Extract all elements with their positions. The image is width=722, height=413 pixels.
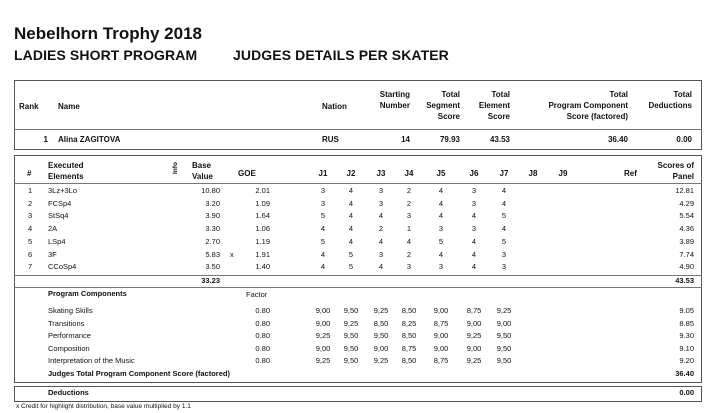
element-judge-score: 3 [438,224,444,234]
judge-header-4: J4 [404,169,414,178]
ref-header: Ref [624,169,637,178]
judge-header-2: J2 [346,169,356,178]
component-judge-score: 9,00 [373,343,389,353]
judge-header-6: J6 [469,169,479,178]
component-judge-score: 8,25 [401,318,417,328]
element-judge-score: 3 [320,186,326,195]
component-name: Performance [48,331,91,341]
element-total-divider [14,275,702,276]
element-judge-score: 3 [320,198,326,208]
component-judge-score: 9,00 [433,331,449,341]
element-judge-score: 4 [501,224,507,234]
element-judge-score: 2 [406,249,412,259]
deductions-header: Total Deductions [648,90,692,110]
judge-header-8: J8 [528,169,538,178]
element-x-mark: x [230,249,234,259]
element-judge-score: 3 [378,198,384,208]
component-judge-score: 9,25 [315,356,331,366]
deductions-label: Deductions [48,388,89,397]
element-name: 3Lz+3Lo [48,186,77,195]
name-header: Name [58,102,80,111]
element-name: LSp4 [48,236,66,246]
deductions-value: 0.00 [679,388,694,397]
component-judge-score: 8,50 [401,356,417,366]
element-panel-score: 4.29 [679,198,694,208]
judge-header-9: J9 [558,169,568,178]
element-num: 7 [28,262,33,272]
executed-elements-header: Executed Elements [48,161,84,181]
component-factor: 0.80 [255,331,270,341]
element-num: 2 [28,198,33,208]
element-goe: 2.01 [255,186,270,195]
judge-header-5: J5 [436,169,446,178]
element-score-header: Total Element Score [478,90,510,121]
element-panel-score: 5.54 [679,211,694,221]
component-judge-score: 8,75 [401,343,417,353]
element-judge-score: 4 [348,224,354,234]
element-goe: 1.09 [255,198,270,208]
pcs-score-header: Total Program Component Score (factored) [548,90,628,121]
component-judge-score: 9,50 [343,306,359,315]
event-title: Nebelhorn Trophy 2018 [14,24,202,43]
component-judge-score: 9,00 [315,318,331,328]
element-num: 3 [28,211,33,221]
skater-pcs-score: 36.40 [607,135,628,144]
element-judge-score: 3 [378,249,384,259]
component-judge-score: 9,25 [315,331,331,341]
component-judge-score: 9,50 [373,331,389,341]
element-judge-score: 3 [471,186,477,195]
element-name: CCoSp4 [48,262,77,272]
element-judge-score: 4 [501,186,507,195]
element-judge-score: 2 [406,198,412,208]
component-judge-score: 9,50 [343,356,359,366]
component-judge-score: 9,00 [466,343,482,353]
deductions-box [14,386,702,402]
component-factor: 0.80 [255,306,270,315]
component-factor: 0.80 [255,356,270,366]
component-panel-score: 9.30 [679,331,694,341]
element-judge-score: 4 [378,262,384,272]
element-goe: 1.06 [255,224,270,234]
components-divider [14,287,702,288]
component-judge-score: 9,25 [373,356,389,366]
element-panel-score: 3.89 [679,236,694,246]
component-judge-score: 8,75 [466,306,482,315]
component-factor: 0.80 [255,318,270,328]
component-judge-score: 9,00 [433,343,449,353]
element-goe: 1.19 [255,236,270,246]
element-base-value: 3.20 [205,198,220,208]
element-judge-score: 3 [501,262,507,272]
element-goe: 1.40 [255,262,270,272]
num-header: # [27,169,32,178]
component-judge-score: 9,00 [466,318,482,328]
element-judge-score: 4 [320,262,326,272]
element-judge-score: 3 [378,186,384,195]
element-base-value: 5.83 [205,249,220,259]
element-judge-score: 4 [378,211,384,221]
element-judge-score: 2 [406,186,412,195]
element-judge-score: 4 [348,186,354,195]
element-base-value: 3.90 [205,211,220,221]
element-panel-score: 7.74 [679,249,694,259]
element-judge-score: 4 [378,236,384,246]
pcs-total-value: 36.40 [675,369,694,378]
element-num: 1 [28,186,33,195]
element-num: 4 [28,224,33,234]
element-judge-score: 5 [348,262,354,272]
element-name: 2A [48,224,58,234]
judge-header-7: J7 [499,169,509,178]
base-value-header: Base Value [192,161,213,181]
component-judge-score: 9,50 [343,343,359,353]
component-panel-score: 9.10 [679,343,694,353]
factor-header: Factor [246,290,268,299]
segment-score-header: Total Segment Score [426,90,460,121]
component-name: Composition [48,343,90,353]
component-judge-score: 9,00 [315,343,331,353]
element-judge-score: 3 [471,198,477,208]
element-name: 3F [48,249,57,259]
component-name: Transitions [48,318,85,328]
info-header: Info [172,162,179,174]
element-judge-score: 4 [471,236,477,246]
component-panel-score: 8.85 [679,318,694,328]
element-judge-score: 4 [438,211,444,221]
element-judge-score: 4 [320,224,326,234]
element-name: FCSp4 [48,198,72,208]
component-judge-score: 9,50 [496,331,512,341]
component-judge-score: 9,25 [343,318,359,328]
element-judge-score: 5 [438,236,444,246]
element-base-value: 2.70 [205,236,220,246]
element-base-value: 3.30 [205,224,220,234]
element-judge-score: 3 [406,211,412,221]
element-header-divider [14,183,702,184]
panel-score-header: Scores of Panel [657,161,694,181]
element-judge-score: 3 [501,249,507,259]
component-name: Interpretation of the Music [48,356,135,366]
component-panel-score: 9.05 [679,306,694,315]
element-num: 6 [28,249,33,259]
component-judge-score: 9,50 [496,356,512,366]
element-judge-score: 3 [471,224,477,234]
skater-deductions: 0.00 [676,135,692,144]
element-judge-score: 5 [320,211,326,221]
component-judge-score: 8,50 [401,331,417,341]
skater-starting-number: 14 [401,135,410,144]
element-base-value: 10.80 [201,186,220,195]
component-judge-score: 9,50 [343,331,359,341]
nation-header: Nation [322,102,347,111]
element-goe: 1.91 [255,249,270,259]
component-panel-score: 9.20 [679,356,694,366]
element-judge-score: 5 [348,249,354,259]
skater-element-score: 43.53 [489,135,510,144]
element-panel-score: 12.81 [675,186,694,195]
pcs-total-label: Judges Total Program Component Score (factored) [48,369,230,378]
element-judge-score: 3 [406,262,412,272]
element-judge-score: 1 [406,224,412,234]
component-judge-score: 9,00 [433,306,449,315]
skater-rank: 1 [43,135,48,144]
element-judge-score: 4 [471,249,477,259]
footnote: x Credit for highlight distribution, base value multiplied by 1.1 [16,403,191,410]
element-panel-score: 4.90 [679,262,694,272]
rank-header: Rank [19,102,39,111]
skater-segment-score: 79.93 [439,135,460,144]
segment-title: LADIES SHORT PROGRAM [14,47,198,63]
component-judge-score: 8,75 [433,318,449,328]
element-judge-score: 3 [438,262,444,272]
element-judge-score: 4 [320,249,326,259]
element-judge-score: 5 [320,236,326,246]
component-judge-score: 8,50 [401,306,417,315]
element-panel-score: 4.36 [679,224,694,234]
component-judge-score: 9,00 [315,306,331,315]
judge-header-3: J3 [376,169,386,178]
element-judge-score: 4 [471,211,477,221]
starting-number-header: Starting Number [379,90,410,110]
component-judge-score: 8,50 [373,318,389,328]
element-judge-score: 4 [438,249,444,259]
summary-divider [14,129,702,130]
component-factor: 0.80 [255,343,270,353]
element-judge-score: 4 [348,236,354,246]
element-judge-score: 4 [438,186,444,195]
element-base-value: 3.50 [205,262,220,272]
element-goe: 1.64 [255,211,270,221]
element-num: 5 [28,236,33,246]
goe-header: GOE [238,169,256,178]
component-judge-score: 9,25 [373,306,389,315]
component-judge-score: 9,00 [496,318,512,328]
element-judge-score: 4 [406,236,412,246]
base-value-total: 33.23 [201,276,220,285]
element-judge-score: 4 [348,211,354,221]
component-judge-score: 8,75 [433,356,449,366]
element-score-total: 43.53 [675,276,694,285]
component-judge-score: 9,25 [466,356,482,366]
skater-name: Alina ZAGITOVA [58,135,121,144]
skater-nation: RUS [322,135,339,144]
component-judge-score: 9,50 [496,343,512,353]
element-judge-score: 4 [501,198,507,208]
judge-header-1: J1 [318,169,328,178]
element-name: StSq4 [48,211,69,221]
program-components-header: Program Components [48,289,127,298]
report-title: JUDGES DETAILS PER SKATER [233,47,449,63]
component-judge-score: 9,25 [496,306,512,315]
element-judge-score: 2 [378,224,384,234]
element-judge-score: 4 [471,262,477,272]
element-judge-score: 5 [501,211,507,221]
component-judge-score: 9,25 [466,331,482,341]
element-judge-score: 4 [438,198,444,208]
element-judge-score: 4 [348,198,354,208]
element-judge-score: 5 [501,236,507,246]
component-name: Skating Skills [48,306,93,315]
